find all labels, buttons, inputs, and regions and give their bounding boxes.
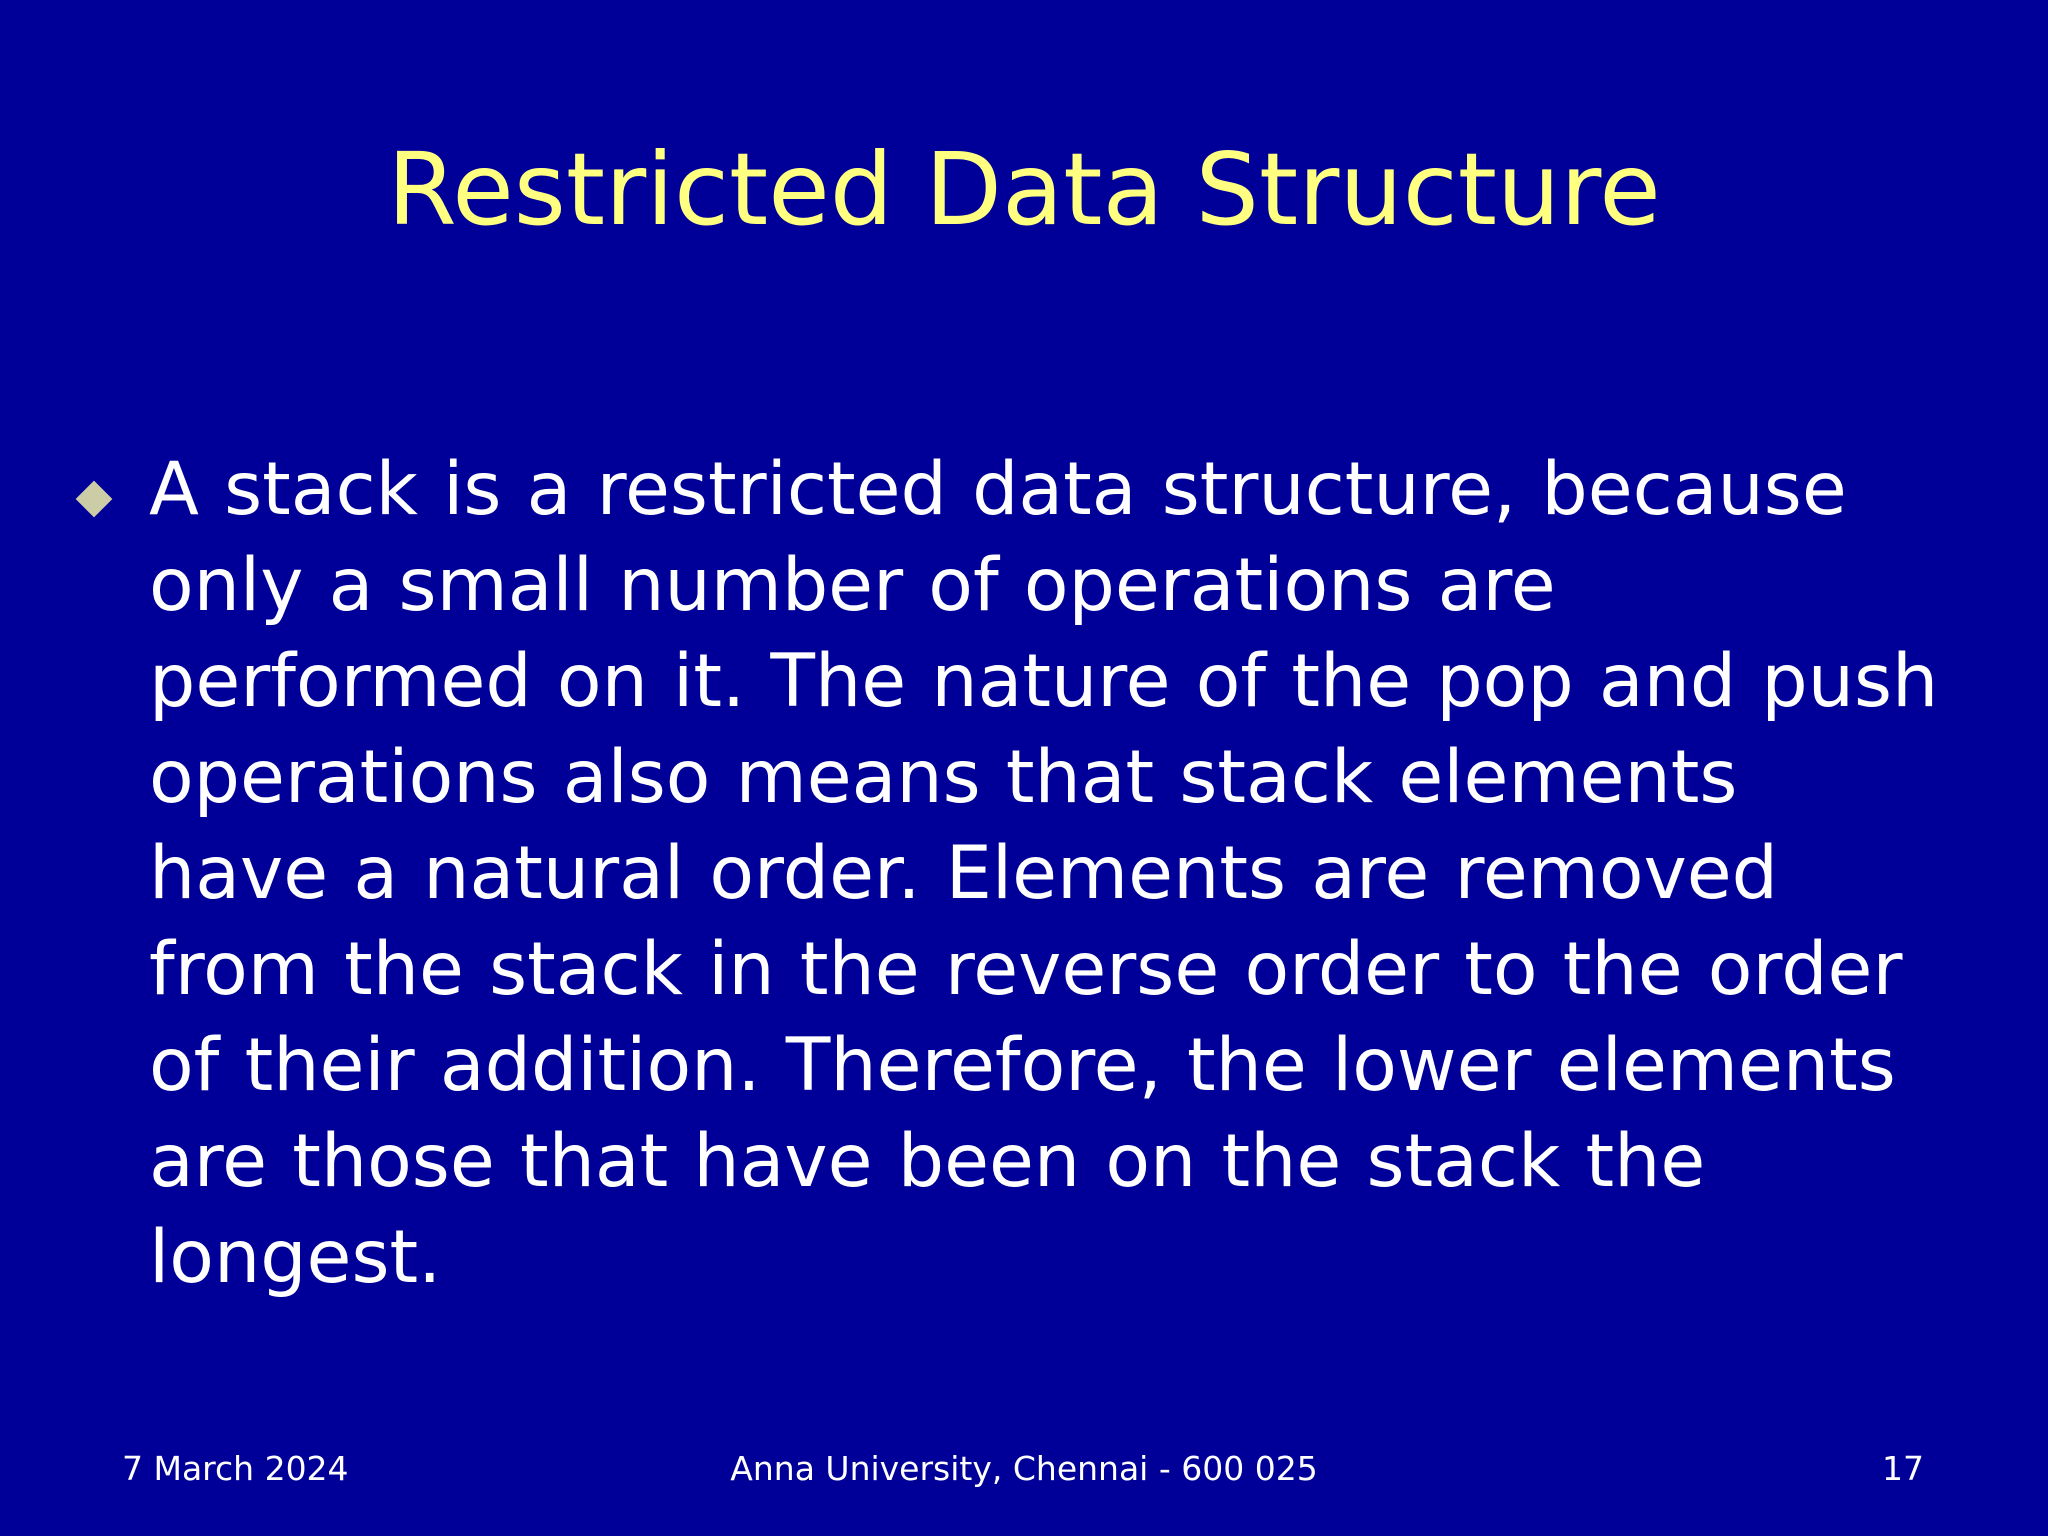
page-number: 17 <box>1882 1449 1924 1488</box>
footer-institution: Anna University, Chennai - 600 025 <box>730 1449 1318 1488</box>
slide-title: Restricted Data Structure <box>387 131 1661 248</box>
diamond-bullet-icon <box>76 481 113 518</box>
footer-date: 7 March 2024 <box>122 1449 349 1488</box>
bullet-text: A stack is a restricted data structure, because only a small number of operations are performed on it. The nature of the pop and push operations also means that stack elements have a natural order. Elements are removed from the stack in the reverse order to the order of their addition. Therefore, the lower elements are those that have been on the stack the longest. <box>149 447 1939 1300</box>
